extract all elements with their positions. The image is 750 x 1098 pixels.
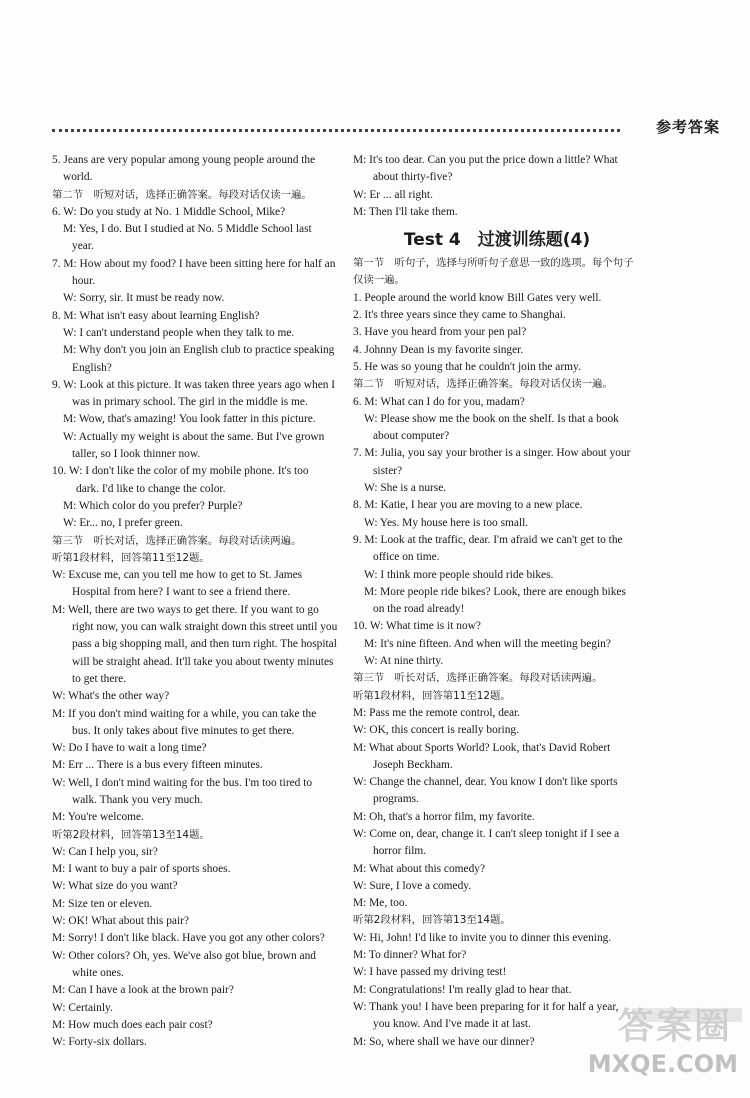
text-line: M: Err ... There is a bus every fifteen minutes.: [52, 759, 263, 772]
text-line: white ones.: [72, 966, 124, 979]
text-line: M: To dinner? What for?: [353, 949, 467, 962]
text-line: 8. M: Katie, I hear you are moving to a new place.: [353, 499, 583, 512]
text-line: W: Sure, I love a comedy.: [353, 879, 472, 892]
text-line: W: Excuse me, can you tell me how to get to St. James: [52, 569, 303, 582]
text-line: W: Come on, dear, change it. I can't sleep tonight if I see a: [353, 827, 620, 840]
text-line: M: If you don't mind waiting for a while, you can take the: [52, 707, 317, 720]
text-line: pass a big shopping mall, and then turn right. The hospital: [72, 638, 337, 651]
text-line: world.: [63, 171, 93, 184]
text-line: programs.: [373, 793, 419, 806]
text-line: hour.: [72, 275, 96, 288]
text-line: bus. It only takes about five minutes to get there.: [72, 724, 295, 737]
watermark-en: MXQE.COM: [587, 1050, 738, 1078]
text-line: M: Why don't you join an English club to practice speaking: [63, 344, 335, 357]
section-heading: 听第1段材料，回答第11至12题。: [353, 689, 511, 702]
text-line: M: Yes, I do. But I studied at No. 5 Middle School last: [63, 223, 312, 236]
text-line: M: Can I have a look at the brown pair?: [52, 984, 234, 997]
text-line: W: Forty-six dollars.: [52, 1036, 147, 1049]
text-line: W: Er... no, I prefer green.: [63, 517, 183, 530]
text-line: W: Thank you! I have been preparing for it for half a year,: [353, 1000, 619, 1013]
text-line: M: Congratulations! I'm really glad to hear that.: [353, 983, 572, 996]
test-title: Test 4 过渡训练题(4): [403, 230, 591, 251]
text-line: M: How much does each pair cost?: [52, 1018, 213, 1031]
text-line: M: Pass me the remote control, dear.: [353, 706, 521, 719]
text-line: 9. M: Look at the traffic, dear. I'm afraid we can't get to the: [353, 533, 623, 546]
text-line: M: It's nine fifteen. And when will the meeting begin?: [364, 637, 611, 650]
text-line: W: Hi, John! I'd like to invite you to dinner this evening.: [353, 931, 612, 944]
text-line: 10. W: What time is it now?: [353, 620, 481, 633]
text-line: M: So, where shall we have our dinner?: [353, 1035, 535, 1048]
text-line: M: Sorry! I don't like black. Have you got any other colors?: [52, 932, 325, 945]
text-line: M: What about Sports World? Look, that's David Robert: [353, 741, 611, 754]
text-line: W: Certainly.: [52, 1001, 113, 1014]
text-line: W: Yes. My house here is too small.: [364, 516, 529, 529]
section-heading: 第三节 听长对话，选择正确答案。每段对话读两遍。: [353, 672, 603, 685]
text-line: W: Er ... all right.: [353, 188, 433, 201]
text-line: M: Wow, that's amazing! You look fatter in this picture.: [63, 413, 316, 426]
section-heading: 听第2段材料，回答第13至14题。: [353, 914, 511, 927]
text-line: M: Size ten or eleven.: [52, 897, 153, 910]
section-heading: 第三节 听长对话，选择正确答案。每段对话读两遍。: [52, 534, 302, 547]
text-line: about thirty-five?: [373, 171, 453, 184]
text-line: W: What size do you want?: [52, 880, 178, 893]
text-line: was in primary school. The girl in the middle is me.: [72, 396, 308, 409]
text-line: M: Which color do you prefer? Purple?: [63, 499, 243, 512]
text-line: 4. Johnny Dean is my favorite singer.: [353, 343, 524, 356]
text-line: 7. M: Julia, you say your brother is a singer. How about your: [353, 447, 631, 460]
text-line: W: Please show me the book on the shelf. Is that a book: [364, 412, 619, 425]
text-line: Hospital from here? I want to see a friend there.: [72, 586, 291, 599]
watermark-cn: 答案圈: [617, 1006, 732, 1047]
text-line: M: I want to buy a pair of sports shoes.: [52, 863, 231, 876]
section-heading: 第一节 听句子，选择与所听句子意思一致的选项。每个句子: [353, 257, 634, 270]
text-line: year.: [72, 240, 94, 253]
text-line: 5. He was so young that he couldn't join the army.: [353, 360, 581, 373]
watermark-logo: [587, 998, 742, 1078]
text-line: M: Me, too.: [353, 897, 408, 910]
text-line: 8. M: What isn't easy about learning English?: [52, 309, 260, 322]
section-heading: 第二节 听短对话，选择正确答案。每段对话仅读一遍。: [353, 378, 613, 391]
section-heading: 第二节 听短对话，选择正确答案。每段对话仅读一遍。: [52, 188, 312, 201]
text-line: W: OK! What about this pair?: [52, 915, 189, 928]
text-line: right now, you can walk straight down this street until you: [72, 621, 338, 634]
text-line: W: OK, this concert is really boring.: [353, 724, 519, 737]
text-line: 7. M: How about my food? I have been sitting here for half an: [52, 257, 336, 270]
page-header: [52, 116, 720, 140]
text-line: 6. M: What can I do for you, madam?: [353, 395, 525, 408]
text-line: office on time.: [373, 551, 440, 564]
text-line: M: More people ride bikes? Look, there are enough bikes: [364, 585, 626, 598]
text-line: 5. Jeans are very popular among young people around the: [52, 154, 316, 166]
text-line: W: She is a nurse.: [364, 482, 447, 495]
header-title: 参考答案: [655, 118, 720, 136]
text-line: sister?: [373, 464, 403, 477]
text-line: M: What about this comedy?: [353, 862, 486, 875]
left-column: [52, 152, 340, 1051]
text-line: M: You're welcome.: [52, 811, 144, 824]
text-line: W: I can't understand people when they talk to me.: [63, 326, 295, 339]
text-line: W: Sorry, sir. It must be ready now.: [63, 292, 225, 305]
text-line: 9. W: Look at this picture. It was taken three years ago when I: [52, 378, 336, 391]
text-line: M: Well, there are two ways to get there. If you want to go: [52, 603, 319, 616]
dotted-rule: [52, 129, 620, 132]
text-line: W: Actually my weight is about the same. But I've grown: [63, 430, 325, 443]
text-line: to get there.: [72, 672, 127, 685]
text-line: W: Change the channel, dear. You know I don't like sports: [353, 776, 618, 789]
text-line: 2. It's three years since they came to Shanghai.: [353, 309, 566, 322]
text-line: 1. People around the world know Bill Gates very well.: [353, 291, 602, 304]
text-line: walk. Thank you very much.: [72, 793, 203, 806]
text-line: on the road already!: [373, 603, 465, 616]
text-line: W: Can I help you, sir?: [52, 845, 158, 858]
text-line: M: It's too dear. Can you put the price down a little? What: [353, 154, 618, 166]
text-line: M: Oh, that's a horror film, my favorite.: [353, 810, 535, 823]
text-line: 10. W: I don't like the color of my mobile phone. It's too: [52, 465, 309, 478]
text-line: W: Other colors? Oh, yes. We've also got blue, brown and: [52, 949, 317, 962]
text-line: W: Well, I don't mind waiting for the bus. I'm too tired to: [52, 776, 313, 789]
text-line: 3. Have you heard from your pen pal?: [353, 326, 527, 339]
text-line: M: Then I'll take them.: [353, 205, 458, 218]
section-heading: 听第1段材料，回答第11至12题。: [52, 551, 210, 564]
right-column: [353, 152, 641, 1051]
text-line: taller, so I look thinner now.: [72, 448, 201, 461]
text-line: W: I think more people should ride bikes.: [364, 568, 554, 581]
text-line: English?: [72, 361, 112, 374]
text-line: 6. W: Do you study at No. 1 Middle School, Mike?: [52, 205, 286, 218]
text-line: dark. I'd like to change the color.: [76, 482, 226, 495]
section-heading: 听第2段材料，回答第13至14题。: [52, 828, 210, 841]
text-line: Joseph Beckham.: [373, 758, 453, 771]
text-line: W: I have passed my driving test!: [353, 966, 507, 979]
text-line: W: What's the other way?: [52, 690, 170, 703]
text-line: will be straight ahead. It'll take you about twenty minutes: [72, 655, 334, 668]
text-line: W: Do I have to wait a long time?: [52, 742, 207, 755]
text-line: about computer?: [373, 430, 450, 443]
section-heading: 仅读一遍。: [353, 274, 405, 287]
text-line: you know. And I've made it at last.: [373, 1018, 531, 1031]
text-line: W: At nine thirty.: [364, 655, 444, 668]
text-line: horror film.: [373, 845, 427, 858]
